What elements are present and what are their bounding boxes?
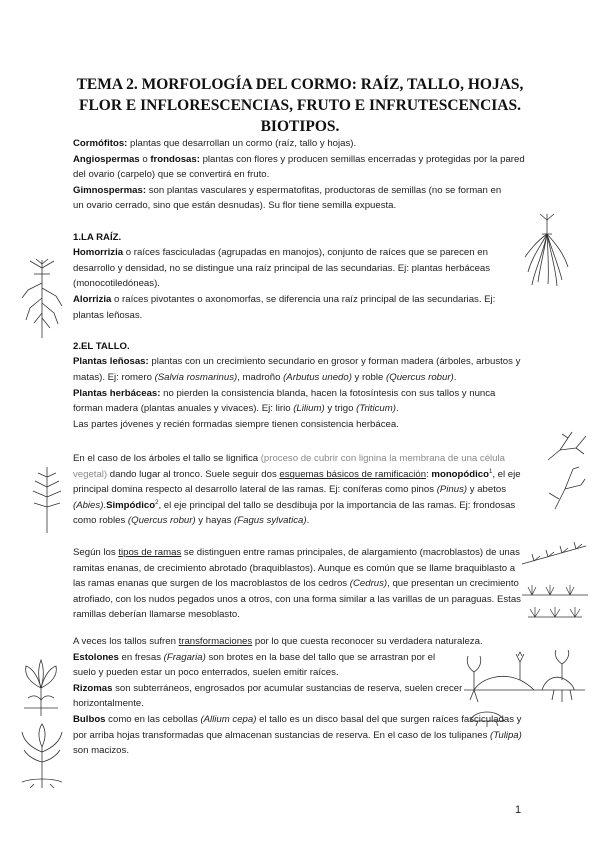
block-ramificacion: [73, 451, 533, 529]
paragraph-tipos-ramas: Según los tipos de ramas se distinguen entre ramas principales, de alargamiento (macroblastos) de unas ramitas enanas, de crecimiento abrotado (braquiblastos). Aunque es común que se llame braquiblasto a las ramas enanas que surgen de los macroblastos de los cedros (Cedrus), que presentan un crecimiento atrofiado, con los nudos pegados unos a otros, con una forma similar a las varillas de un paraguas. Estas ramillas deberían llamarse mesoblasto.: [73, 547, 521, 621]
rhizome-plant-icon: [14, 722, 70, 788]
fibrous-root-icon: [522, 212, 572, 287]
title-line-1: TEMA 2. MORFOLOGÍA DEL CORMO: RAÍZ, TALLO, HOJAS,: [76, 76, 524, 93]
page-title: [60, 74, 540, 137]
paragraph-homorrizia: Homorrizia o raíces fasciculadas (agrupadas en manojos), conjunto de raíces que se parecen en desarrollo y densidad, no se distingue una raíz principal de las secundarias. Ej: plantas herbáceas (monocotiledóneas).: [73, 247, 491, 290]
paragraph-partes-jovenes: Las partes jóvenes y recién formadas siempre tienen consistencia herbácea.: [73, 418, 399, 430]
sympodial-branch-icon: [546, 430, 588, 464]
term-monopodico: monopódico: [431, 468, 489, 480]
paragraph-rizomas: Rizomas son subterráneos, engrosados por acumular sustancias de reserva, suelen crecer horizontalmente.: [73, 682, 463, 710]
block-transformaciones: [73, 634, 528, 759]
term-simpodico: Simpódico: [106, 499, 156, 511]
paragraph-angiospermas: Angiospermas o frondosas: plantas con flores y producen semillas encerradas y protegidas por la pared del ovario (carpelo) que se convertirá en fruto.: [73, 153, 525, 181]
paragraph-plantas-herbaceas: Plantas herbáceas: no pierden la consistencia blanda, hacen la fotosíntesis con sus tallos y nunca forman madera (plantas anuales y vivaces). Ej: lirio (Lilium) y trigo (Triticum).: [73, 387, 496, 415]
branch-scheme-icon: [545, 465, 587, 513]
section-heading-tallo: 2.EL TALLO.: [73, 340, 130, 352]
section-heading-raiz: 1.LA RAÍZ.: [73, 231, 122, 243]
paragraph-estolones: Estolones en fresas (Fragaria) son brotes en la base del tallo que se arrastran por el suelo y pueden estar un poco enterrados, suelen emitir raíces.: [73, 651, 436, 679]
paragraph-cormofitos: Cormófitos: plantas que desarrollan un cormo (raíz, tallo y hojas).: [73, 138, 357, 149]
title-line-2: FLOR E INFLORESCENCIAS, FRUTO E INFRUTESCENCIAS.: [79, 97, 521, 114]
macroblast-branch-icon: [520, 540, 588, 568]
paragraph-gimnospermas: Gimnospermas: son plantas vasculares y espermatofitas, productoras de semillas (no se forman en un ovario cerrado, sino que están desnudas). Su flor tiene semilla expuesta.: [73, 184, 502, 212]
monopodial-tree-icon: [28, 465, 66, 535]
taproot-icon: [18, 258, 66, 340]
title-line-3: BIOTIPOS.: [260, 118, 340, 135]
paragraph-plantas-lenosas: Plantas leñosas: plantas con un crecimiento secundario en grosor y forman madera (árboles, arbustos y matas). Ej: romero (Salvia rosmarinus), madroño (Arbutus unedo) y roble (Quercus robur).: [73, 356, 521, 383]
paragraph-alorrizia: Alorrizia o raíces pivotantes o axonomorfas, se diferencia una raíz principal de las secundarias. Ej: plantas leñosas.: [73, 293, 496, 321]
page-number: 1: [515, 804, 522, 816]
document-body: [73, 136, 525, 432]
paragraph-transformaciones: A veces los tallos sufren transformaciones por lo que cuesta reconocer su verdadera naturaleza.: [73, 636, 483, 647]
block-tipos-ramas: [73, 545, 521, 623]
strawberry-stolon-icon: [16, 658, 66, 718]
paragraph-ramificacion: En el caso de los árboles el tallo se lignifica (proceso de cubrir con lignina la membrana de una célula vegetal) dando lugar al tronco. Suele seguir dos esquemas básicos de ramificación: monopódico$^1$, el eje principal domina respecto al desarrollo lateral de las ramas. Ej: coníferas como pinos (Pinus) y abetos (Abies).Simpódico$^2$, el eje principal del tallo se desdibuja por la importancia de las ramas. Ej: frondosas como robles (Quercus robur) y hayas (Fagus sylvatica).: [73, 453, 521, 527]
stolon-rhizome-diagram-icon: [462, 650, 587, 708]
cedar-brachyblast-icon: [520, 575, 590, 625]
bulb-icon: [466, 705, 508, 727]
paragraph-bulbos: Bulbos como en las cebollas (Allium cepa) el tallo es un disco basal del que surgen raíces fasciculadas y por arriba hojas transformadas que almacenan sustancias de reserva. En el caso de los tulipanes (Tulipa) son macizos.: [73, 713, 522, 757]
